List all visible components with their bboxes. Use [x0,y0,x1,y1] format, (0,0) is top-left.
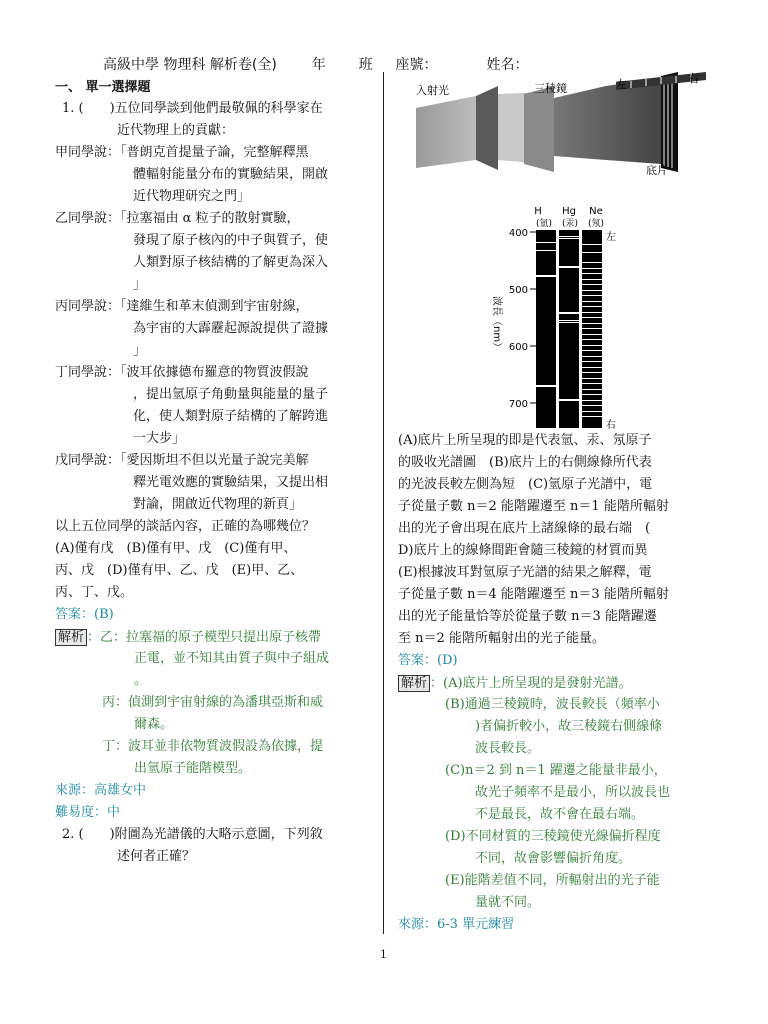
col-ne: Ne [589,206,603,217]
q2-option-line: 至 n＝2 能階所輻射出的光子能量。 [398,631,605,646]
seat-label: 座號： [395,57,438,73]
q1-line: 人類對原子核結構的了解更為深入 [133,255,329,270]
q1-answer: 答案：(B) [55,607,114,622]
q2-source: 來源：6-3 單元練習 [398,917,515,932]
q1-analysis-line: 爾森。 [134,717,174,732]
spectral-line [536,250,556,251]
spectral-line [582,284,602,285]
q1-line: 甲同學說：「普朗克首提量子論，完整解釋黑 [55,145,309,160]
spectral-line [582,328,602,329]
q2-analysis-line: 不是最長，故不會在最右端。 [475,807,645,822]
spectral-line [582,356,602,357]
q1-option-line: 丙、丁、戊。 [55,585,134,600]
q2-line: 2. ( )附圖為光譜儀的大略示意圖，下列敘 [62,827,323,842]
exam-title: 高級中學 物理科 解析卷(全) [103,57,277,73]
q1-source: 來源：高雄女中 [55,783,147,798]
spectral-line [582,372,602,373]
spectral-line [582,367,602,368]
spectral-line [536,385,556,387]
q2-analysis-line: (D)不同材質的三稜鏡使光線偏折程度 [445,829,661,844]
h-spectrum-strip [536,230,556,428]
prism-shape [524,86,554,172]
q1-line: 」 [133,277,147,292]
tick-500: 500 [508,285,528,296]
q1-option-line: 丙、戊 (D)僅有甲、乙、戊 (E)甲、乙、 [55,563,304,578]
col-ne-name: (氖) [587,219,605,229]
spectral-line [582,378,602,379]
analysis-tag: 解析 [55,629,87,646]
year-label: 年 [311,57,326,73]
q1-line: 近代物理研究之門」 [133,189,251,204]
axis-label: 波長（nm） [491,296,502,353]
spectral-line [582,416,602,417]
q1-analysis-line: 出氫原子能階模型。 [134,761,252,776]
q1-line: 體輻射能量分布的實驗結果，開啟 [133,167,329,182]
spectral-line [559,266,579,268]
spectral-line [582,244,602,245]
spectral-line [536,275,556,277]
class-label: 班 [358,57,373,73]
incident-beam [416,96,476,168]
col-h: H [534,206,542,217]
q1-line: 釋光電效應的實驗結果，又提出相 [133,475,329,490]
q2-option-line: (E)根據波耳對氫原子光譜的結果之解釋，電 [398,565,652,580]
spectrum-left-label: 左 [606,232,616,243]
col-h-name: (氫) [535,219,553,229]
spectral-line [582,361,602,362]
spectral-line [559,236,579,237]
spectral-line [582,312,602,313]
q2-option-line: 出的光子能量恰等於從量子數 n＝3 能階躍遷 [398,609,657,624]
q1-line: ，提出氫原子角動量與能量的量子 [133,387,329,402]
q2-analysis-line: 量就不同。 [475,895,541,910]
spectral-line [559,322,579,323]
tick-600: 600 [508,342,528,353]
q2-answer: 答案：(D) [398,653,458,668]
q1-line: 為宇宙的大霹靂起源說提供了證據 [133,321,329,336]
q1-line: 一大步」 [133,431,186,446]
right-label: 右 [688,72,699,85]
q1-line: 近代物理上的貢獻： [117,123,235,138]
spectral-line [582,345,602,346]
q2-analysis-line: (B)通過三稜鏡時，波長較長（頻率小 [445,697,660,712]
spectral-line [559,238,579,239]
name-label: 姓名： [486,57,529,73]
spectral-line [559,320,579,321]
slit-plate [476,86,498,170]
film-label: 底片 [646,164,668,177]
spectral-line [582,339,602,340]
spectral-line [582,350,602,351]
q1-line: 對論，開啟近代物理的新頁」 [133,497,303,512]
spectral-line [582,290,602,291]
spectral-line [582,317,602,318]
spectral-line [582,411,602,412]
q2-analysis-line: )者偏折較小，故三稜鏡右側線條 [475,719,663,734]
q1-line: 發現了原子核內的中子與質子，使 [133,233,329,248]
tick-700: 700 [508,399,528,410]
q1-line: 丙同學說：「達維生和革末偵測到宇宙射線， [55,299,309,314]
q1-difficulty: 難易度：中 [55,805,121,820]
q1-line: 」 [133,343,147,358]
q1-line: 1. ( )五位同學談到他們最敬佩的科學家在 [62,101,323,116]
page-number: 1 [380,948,387,961]
q2-analysis-line: (E)能階差值不同，所輻射出的光子能 [445,873,660,888]
q2-analysis-line: 故光子頻率不是最小，所以波長也 [475,785,671,800]
col-hg-name: (汞) [561,219,579,229]
analysis-tag: 解析 [398,675,430,692]
spectral-line [582,268,602,269]
q1-analysis-line: ：乙：拉塞福的原子模型只提出原子核帶 [87,630,322,645]
q2-option-line: 的吸收光譜圖 (B)底片上的右側線條所代表 [398,455,652,470]
q2-option-line: D)底片上的線條間距會隨三稜鏡的材質而異 [398,543,648,558]
spectra-chart [486,200,626,430]
spectral-line [582,389,602,390]
incident-light-label: 入射光 [416,84,449,97]
tick-400: 400 [508,228,528,239]
q1-option-line: (A)僅有戊 (B)僅有甲、戊 (C)僅有甲、 [55,541,297,556]
q1-analysis-line: 。 [134,673,148,688]
q2-analysis-row [398,675,632,692]
spectral-line [582,301,602,302]
spectral-line [582,383,602,384]
spectrum-right-label: 右 [606,420,616,430]
axis-ticks [530,232,536,403]
spectral-line [582,323,602,324]
q2-option-line: (A)底片上所呈現的即是代表氫、汞、氖原子 [398,433,652,448]
spectral-line [582,252,602,253]
q1-analysis-line: 丙：偵測到宇宙射線的為潘琪亞斯和威 [102,695,324,710]
q2-option-line: 子從量子數 n＝4 能階躍遷至 n＝3 能階所輻射 [398,587,669,602]
q2-option-line: 子從量子數 n＝2 能階躍遷至 n＝1 能階所輻射 [398,499,669,514]
spectral-line [582,295,602,296]
q1-analysis-line: 丁：波耳並非依物質波假設為依據，提 [102,739,324,754]
spectral-line [536,242,556,243]
spectral-line [559,312,579,314]
spectral-line [582,400,602,401]
dispersed-light [554,78,661,164]
q1-line: 乙同學說：「拉塞福由 α 粒子的散射實驗， [55,211,300,226]
spectral-line [582,273,602,274]
col-hg: Hg [562,206,576,217]
spectral-line [559,399,579,401]
left-label: 左 [616,78,627,91]
q1-line: 戊同學說：「愛因斯坦不但以光量子說完美解 [55,453,309,468]
q1-analysis-line: 正電，並不知其由質子與中子組成 [134,651,330,666]
spectral-line [582,262,602,263]
q2-analysis-line: 不同，故會影響偏折角度。 [475,851,632,866]
q2-analysis-line: 波長較長。 [475,741,541,756]
column-divider [383,72,384,934]
q1-line: 以上五位同學的談話內容，正確的為哪幾位？ [55,519,316,534]
spectral-line [582,394,602,395]
spectrometer-diagram [406,68,706,180]
spectral-line [582,306,602,307]
q2-option-line: 的光波長較左側為短 (C)氫原子光譜中，電 [398,477,653,492]
spectral-line [582,279,602,280]
prism-label: 三稜鏡 [534,82,567,95]
spectral-line [582,405,602,406]
hg-spectrum-strip [559,230,579,428]
q1-analysis-row [55,629,321,646]
section-title: 一、 單一選擇題 [55,80,151,95]
q2-analysis-line: (C)n＝2 到 n＝1 躍遷之能量非最小， [445,763,667,778]
q2-option-line: 出的光子會出現在底片上諸線條的最右端 ( [398,521,651,536]
q1-line: 丁同學說：「波耳依據德布羅意的物質波假說 [55,365,309,380]
spectral-line [582,334,602,335]
q2-analysis-line: ：(A)底片上所呈現的是發射光譜。 [430,676,632,691]
q2-line: 述何者正確？ [117,849,196,864]
q1-line: 化，使人類對原子結構的了解跨進 [133,409,329,424]
